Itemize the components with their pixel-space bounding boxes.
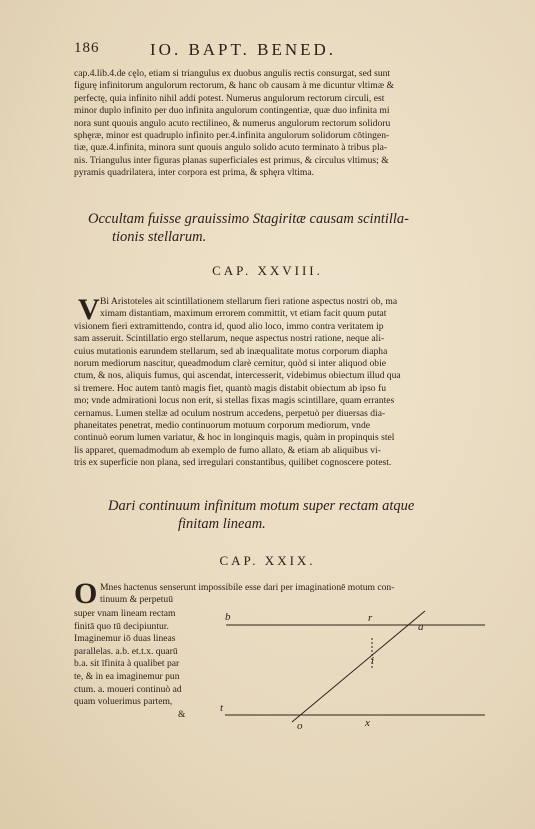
label-t: t [220, 702, 224, 714]
label-a: a [418, 621, 424, 633]
text-line: visionem fieri extramittendo, contra id, quod alio loco, immo contra veritatem ip [74, 320, 384, 332]
running-head: IO. BAPT. BENED. [150, 40, 337, 59]
text-line: te, & in ea imaginemur pun [74, 670, 180, 682]
heading-line: finitam lineam. [178, 516, 266, 532]
text-line: tris ex superficie non plana, sed irregulari constantibus, quilibet cognoscere potest. [74, 457, 392, 469]
text-line: ctum. a. moueri continuò ad [74, 683, 182, 695]
text-line: finitā quo tū decipiuntur. [74, 620, 169, 632]
drop-cap-o: O [74, 577, 98, 610]
drop-cap-v: V [78, 293, 100, 326]
text-line: cernamus. Lumen stellæ ad oculum nostrum accedens, perpetuò per diuersas dia- [74, 407, 386, 419]
chapter-number-28: CAP. XXVIII. [212, 263, 323, 278]
text-line: sam asseruit. Scintillatio ergo stellarum, neque aspectus nostri ratione, neque ali- [74, 333, 385, 345]
text-line: Bi Aristoteles ait scintillationem stellarum fieri ratione aspectus nostri ob, ma [100, 296, 398, 307]
text-line: figurę infinitorum angulorum rectorum, & hanc ob causam à me dicuntur vltimæ & [74, 80, 394, 92]
diagonal-line [292, 611, 425, 722]
text-line: perfectę, quia infinito nihil addi potest. Numerus angulorum rectorum circuli, est [74, 92, 385, 104]
text-line: cuius mutationis earundem stellarum, sed ab inæqualitate motus corporum diapha [74, 345, 388, 357]
text-line: nora sunt quouis angulo acuto rectilineo, & numerus angulorum rectorum solidoru [74, 117, 391, 129]
heading-line: Occultam fuisse grauissimo Stagiritæ causam scintilla- [88, 211, 410, 227]
text-line: nis. Triangulus inter figuras planas superficiales est primus, & circulus vltimus; & [74, 154, 389, 166]
text-line: parallelas. a.b. et.t.x. quarū [74, 645, 178, 657]
chapter-number-29: CAP. XXIX. [219, 553, 316, 568]
label-b: b [225, 611, 231, 623]
label-x: x [365, 717, 370, 729]
text-line: norum mediorum nascitur, queadmodum clarè cernitur, quòd si inter aliquod obie [74, 358, 387, 370]
label-r: r [368, 612, 373, 624]
text-line: tiæ, quæ.4.infinita, minora sunt quouis angulo solido acuto terminato à tribus pla- [74, 142, 388, 154]
text-line: si tremere. Hoc autem tantò magis fiet, quantò magis distabit obiectum ab ipso fu [74, 382, 386, 394]
text-line: b.a. sit īfinita à qualibet par [74, 658, 180, 670]
text-line: super vnam lineam rectam [74, 608, 176, 619]
text-line: minor duplo infinito per duo infinita angulorum contingentiæ, quæ duo infinita mi [74, 105, 390, 117]
text-line: lis apparet, quemadmodum ab exemplo de fumo allato, & etiam ab aliquibus vi- [74, 444, 381, 456]
text-line: cap.4.lib.4.de cęlo, etiam si triangulus ex duobus angulis rectis consurgat, sed sunt [74, 68, 391, 79]
text-line: Imaginemur iō duas lineas [74, 633, 176, 645]
label-i: i [371, 655, 375, 667]
text-line: sphęræ, minor est quadruplo infinito per.4.infinita angulorum solidorum cōtingen- [74, 130, 390, 142]
text-line: ctum, & nos, aliquis fumus, qui ascendat, intercesserit, videbimus obiectum illud qua [74, 370, 401, 382]
text-line: continuò eorum lumen variatur, & hoc in longinquis magis, quàm in propinquis stel [74, 432, 395, 444]
text-line: tinuum & perpetuū [100, 594, 174, 606]
text-line: Mnes hactenus senserunt impossibile esse dari per imaginationē motum con- [100, 582, 395, 593]
heading-line: Dari continuum infinitum motum super rectam atque [108, 498, 415, 514]
text-line: mo; vnde admirationi locus non erit, si stellas fixas magis scintillare, quam errantes [74, 395, 395, 407]
page-number: 186 [74, 40, 100, 56]
heading-line: tionis stellarum. [112, 229, 207, 245]
label-o: o [297, 720, 303, 732]
text-line: quam voluerimus partem, [74, 696, 173, 708]
text-line: ximam distantiam, maximum errorem committit, vt etiam facit quum putat [100, 308, 387, 320]
text-line: phaneitates penetrat, medio continuorum motuum corporum mediorum, vnde [74, 420, 371, 432]
text-line: pyramis quadrilatera, inter corpora est prima, & sphęra vltima. [74, 167, 315, 179]
text-line: & [178, 708, 186, 720]
